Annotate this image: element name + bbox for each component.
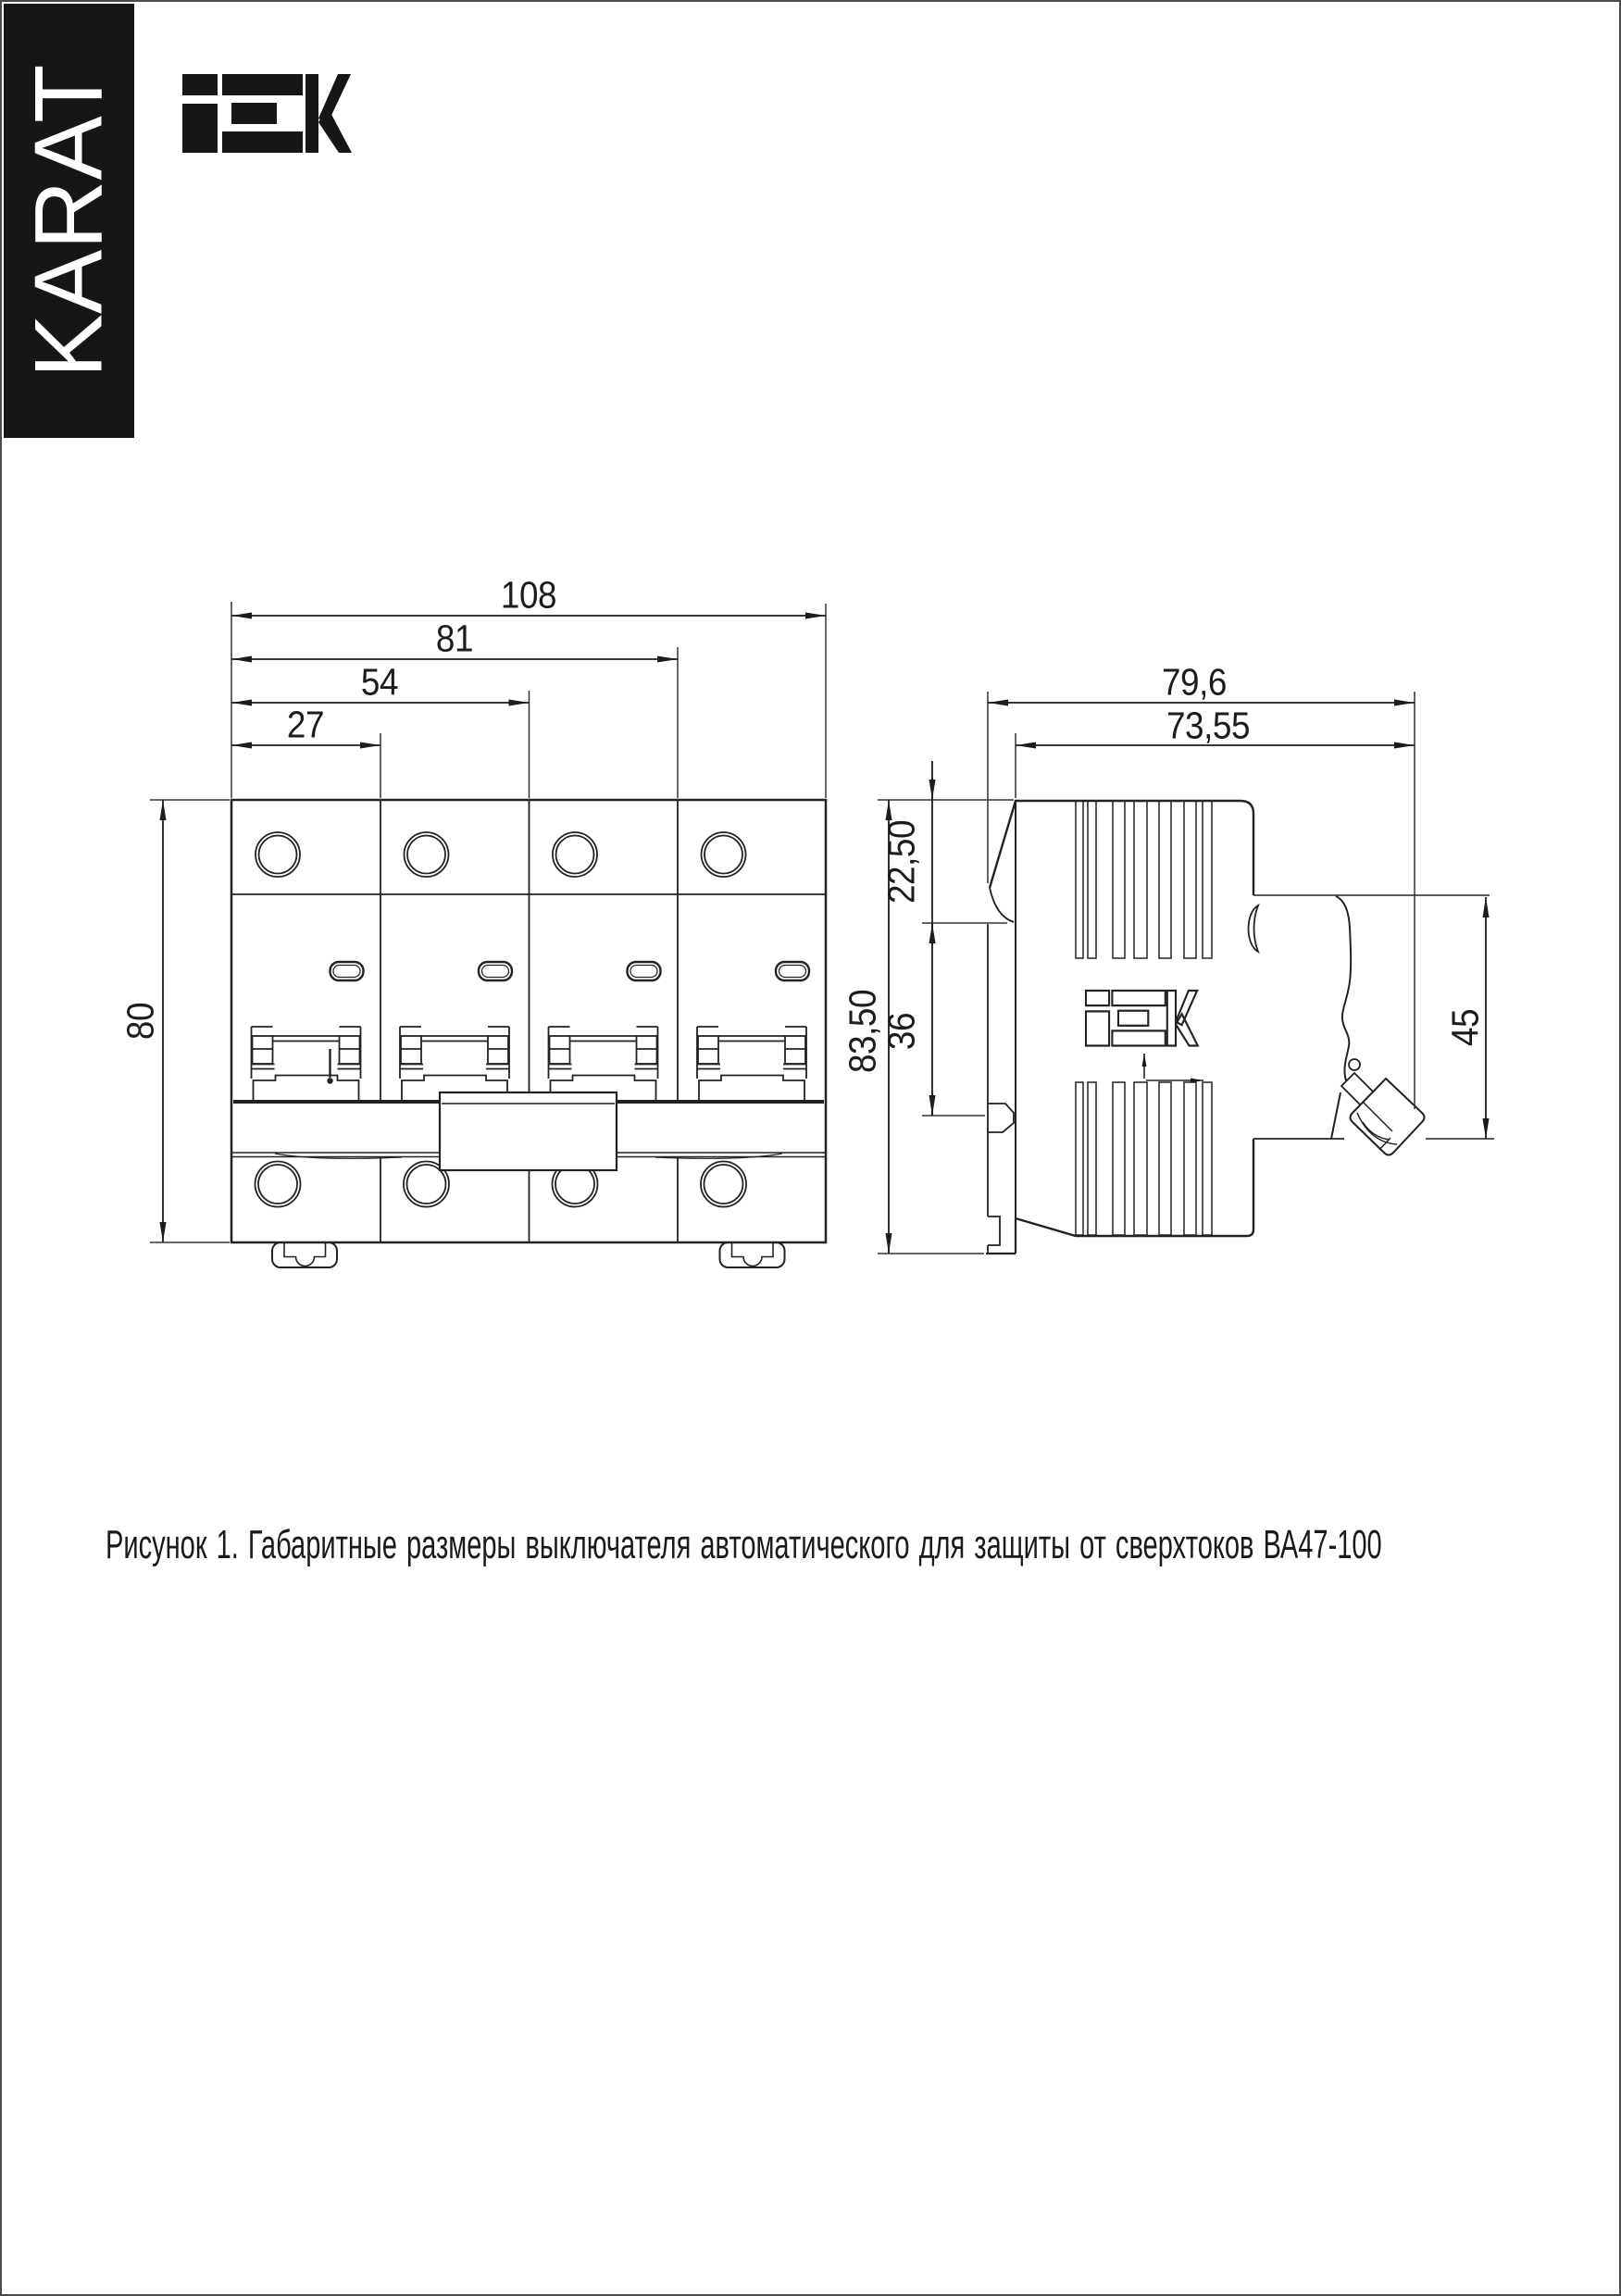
- thumb-recess: [1249, 905, 1259, 952]
- dim-label-22-50: 22,50: [879, 819, 923, 905]
- din-clip-right: [720, 1242, 785, 1267]
- dim-label-45: 45: [1443, 1008, 1487, 1047]
- front-view-drawing: [231, 800, 826, 1267]
- embossed-iek-logo: [1086, 991, 1198, 1046]
- dim-label-36: 36: [879, 1012, 923, 1051]
- terminal-screw: [1341, 1073, 1425, 1155]
- figure-caption: Рисунок 1. Габаритные размеры выключателя автоматического для защиты от сверхтоков ВА47-100: [106, 1522, 1382, 1567]
- dim-label-81: 81: [435, 617, 474, 660]
- technical-drawing: [2, 2, 1621, 2296]
- dim-label-83-50: 83,50: [841, 989, 884, 1074]
- pivot-hole: [1349, 1059, 1360, 1070]
- dim-label-79-6: 79,6: [1161, 660, 1228, 704]
- vent-slats-top: [1076, 801, 1212, 958]
- iek-logo: [182, 74, 352, 153]
- logo-position-arrows: [1144, 1054, 1203, 1080]
- front-profile-curve: [1336, 896, 1351, 1085]
- karat-label: KARAT: [15, 63, 122, 379]
- din-clip-left: [272, 1242, 337, 1267]
- vent-slats-bottom: [1076, 1082, 1212, 1235]
- front-profile-lower: [1331, 1092, 1340, 1139]
- din-rail-profile: [986, 888, 1016, 1254]
- dim-label-54: 54: [360, 660, 399, 704]
- dim-label-73-55: 73,55: [1166, 704, 1251, 747]
- dim-label-27: 27: [286, 703, 325, 746]
- dim-label-80: 80: [118, 1002, 162, 1041]
- dim-label-108: 108: [500, 573, 557, 617]
- side-view-drawing: [986, 801, 1494, 1254]
- body-outline-top: [990, 801, 1253, 895]
